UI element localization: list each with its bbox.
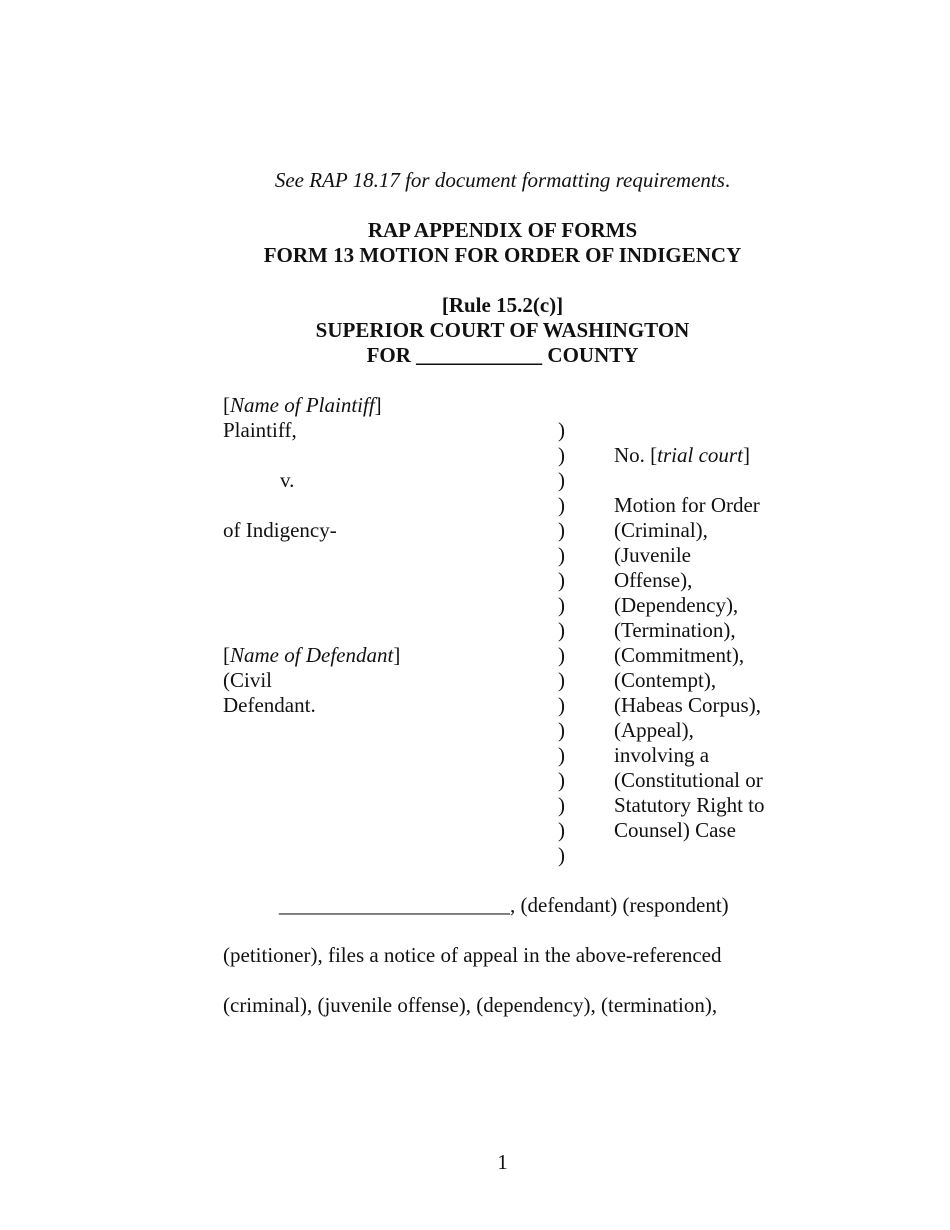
county-suffix: COUNTY xyxy=(547,343,639,367)
case-number xyxy=(614,443,750,468)
motion-title-line: (Appeal), xyxy=(614,718,694,742)
civil-text: (Civil xyxy=(223,668,273,692)
county-line xyxy=(0,343,950,368)
county-prefix: FOR xyxy=(366,343,411,367)
bracket-open: [ xyxy=(223,643,230,667)
case-number-prefix: No. [ xyxy=(614,443,658,467)
caption-parenthesis: ) xyxy=(558,518,565,542)
formatting-note-text: See RAP 18.17 for document formatting requirements xyxy=(274,168,725,192)
case-number-suffix: ] xyxy=(742,443,750,467)
plaintiff-label: Plaintiff, xyxy=(223,418,297,442)
caption-parenthesis: ) xyxy=(558,718,565,742)
plaintiff-name-line xyxy=(223,393,382,418)
motion-title-line: (Habeas Corpus), xyxy=(614,693,761,717)
body-line-1: ______________________, (defendant) (respondent) xyxy=(279,893,729,917)
motion-title-line: Offense), xyxy=(614,568,693,592)
formatting-note-period: . xyxy=(724,168,731,192)
bracket-open: [ xyxy=(223,393,230,417)
plaintiff-name: Name of Plaintiff xyxy=(230,393,375,417)
motion-title-line: (Criminal), xyxy=(614,518,708,542)
motion-title-line: Statutory Right to xyxy=(614,793,765,817)
county-blank: ____________ xyxy=(416,343,543,367)
form-heading-line1: RAP APPENDIX OF FORMS xyxy=(367,218,638,242)
caption-parenthesis: ) xyxy=(558,743,565,767)
caption-parenthesis: ) xyxy=(558,418,565,442)
motion-title-line: (Termination), xyxy=(614,618,736,642)
caption-parenthesis: ) xyxy=(558,443,565,467)
caption-parenthesis: ) xyxy=(558,843,565,867)
bracket-close: ] xyxy=(393,643,401,667)
motion-title-line: (Contempt), xyxy=(614,668,717,692)
caption-parenthesis: ) xyxy=(558,768,565,792)
defendant-name: Name of Defendant xyxy=(230,643,394,667)
caption-parenthesis: ) xyxy=(558,643,565,667)
formatting-note xyxy=(0,168,950,193)
caption-parenthesis: ) xyxy=(558,693,565,717)
motion-title-line: Counsel) Case xyxy=(614,818,736,842)
form-heading-line2: FORM 13 MOTION FOR ORDER OF INDIGENCY xyxy=(263,243,742,267)
case-number-placeholder: trial court xyxy=(657,443,743,467)
page-number: 1 xyxy=(497,1150,508,1174)
motion-title-line: Motion for Order xyxy=(614,493,760,517)
rule-reference: [Rule 15.2(c)] xyxy=(441,293,564,317)
caption-parenthesis: ) xyxy=(558,493,565,517)
defendant-label: Defendant. xyxy=(223,693,316,717)
body-line-2: (petitioner), files a notice of appeal in the above-referenced xyxy=(223,943,722,967)
motion-title-line: (Dependency), xyxy=(614,593,739,617)
versus: v. xyxy=(280,468,295,492)
caption-parenthesis: ) xyxy=(558,593,565,617)
motion-title-line: (Commitment), xyxy=(614,643,745,667)
body-line-3: (criminal), (juvenile offense), (dependency), (termination), xyxy=(223,993,718,1017)
caption-parenthesis: ) xyxy=(558,568,565,592)
bracket-close: ] xyxy=(374,393,382,417)
motion-title-line: (Juvenile xyxy=(614,543,691,567)
caption-parenthesis: ) xyxy=(558,618,565,642)
caption-parenthesis: ) xyxy=(558,793,565,817)
motion-title-line: (Constitutional or xyxy=(614,768,763,792)
caption-parenthesis: ) xyxy=(558,818,565,842)
indigency-text: of Indigency- xyxy=(223,518,337,542)
defendant-name-line xyxy=(223,643,400,668)
caption-parenthesis: ) xyxy=(558,543,565,567)
court-name: SUPERIOR COURT OF WASHINGTON xyxy=(315,318,690,342)
motion-title-line: involving a xyxy=(614,743,710,767)
caption-parenthesis: ) xyxy=(558,468,565,492)
caption-parenthesis: ) xyxy=(558,668,565,692)
